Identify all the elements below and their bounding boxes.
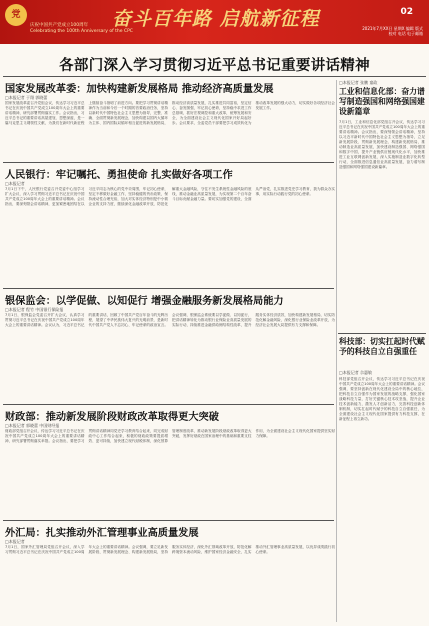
section-rule-1 [3,162,334,163]
article-body-safe: 7月1日，国家外汇管理局党组召开会议，深入学习贯彻习近平总书记在庆祝中国共产党成立100周年大会上的重要讲话精神。会议强调，要立足新发展阶段、贯彻新发展理念、构建新发展格局，坚持服务实体经济，深化外汇领域改革开放，防范化解跨境资本流动风险，维护国家经济金融安全，扎实推动外汇管理事业高质量发展，以优异成绩践行初心使命。 [5,545,335,555]
article-title-mof: 财政部：推动新发展阶段财政改革取得更大突破 [5,412,219,423]
article-byline-mof: □本报记者 郭晓蕾 中国财经报 [5,423,60,428]
side-body-miit: 7月1日，工业和信息化部党组召开会议，传达学习习近平总书记在庆祝中国共产党成立100周年大会上的重要讲话精神。会议指出，要深刻领会讲话精神，坚持以习近平新时代中国特色社会主义思想为指导，立足新发展阶段、贯彻新发展理念、构建新发展格局，推动制造业高质量发展，加快建设制造强国、网络强国和数字中国，提升产业链供应链现代化水平，加快推进工业互联网创新发展，深入实施制造业数字化转型行动，全面推进信息通信业高质量发展，奋力谱写制造强国和网络强国建设新篇章。 [339,120,425,170]
article-byline-pboc: □本报记者 [5,181,25,186]
side-byline-most: □本报记者 佘惠敏 [339,370,373,375]
headline-rule [3,76,426,77]
article-body-pboc: 7月1日下午，人民银行党委召开党委中心组学习扩大会议，深入学习贯彻习近平总书记在庆祝中国共产党成立100周年大会上的重要讲话精神。会议指出，要深刻领会讲话精神，更加紧密地团结在以习近平同志为核心的党中央周围，牢记初心使命，坚定不移做好金融工作，坚持稳健的货币政策，保持流动性合理充裕，加大对实体经济特别是中小微企业的支持力度，继续深化金融改革开放，防范化解重大金融风险，守住不发生系统性金融风险的底线，推动金融业高质量发展，为实现第二个百年奋斗目标贡献金融力量。要切实加强党的建设，全面从严治党，扎实推进党史学习教育，我为群众办实事，用实际行动践行党的初心使命。 [5,187,335,207]
page-banner [0,0,429,44]
article-title-cbirc: 银保监会：以学促做、以知促行 增强金融服务新发展格局能力 [5,296,284,307]
side-byline-miit: □本报记者 张鹏 童政 [339,80,378,85]
article-byline-cbirc: □本报记者 程竹 中国银行保险报 [5,307,64,312]
section-rule-4 [3,520,334,521]
page-headline: 各部门深入学习贯彻习近平总书记重要讲话精神 [59,57,370,74]
side-rule [338,333,426,334]
article-body-mof: 财政部党组召开会议，传达学习习近平总书记在庆祝中国共产党成立100周年大会上的重要讲话精神，研究部署贯彻落实举措。会议指出，要把学习贯彻讲话精神同党史学习教育结合起来，同完成财政中心工作结合起来，积极的财政政策要提质增效、更可持续，加快建立现代财税体制，深化预算管理制度改革，推动新发展阶段财政改革取得更大突破，发挥好财政在国家治理中的基础和重要支柱作用，为全面建设社会主义现代化国家提供坚实财力保障。 [5,429,335,444]
article-body-cbirc: 7月1日，银保监会党委召开扩大会议，认真学习贯彻习近平总书记在庆祝中国共产党成立100周年大会上的重要讲话精神。会议认为，习近平总书记的重要讲话，回顾了中国共产党百年奋斗的光辉历程，展望了中华民族伟大复兴的光明前景，是新时代中国共产党人不忘初心、牢记使命的政治宣言。会议强调，银保监会系统要以学促做、以知促行，把讲话精神转化为推动银行业保险业高质量发展的实际行动，持续推进金融供给侧结构性改革，提升服务实体经济质效，加快构建新发展格局，切实防范化解金融风险，深化银行业保险业改革开放，为经济社会发展大局提供有力支撑和保障。 [5,313,335,328]
article-title-pboc: 人民银行：牢记嘱托、勇担使命 扎实做好各项工作 [5,170,233,181]
page-number: 02 [400,7,413,17]
article-body-ndrc: 国家发展改革委召开党组会议，传达学习习近平总书记在庆祝中国共产党成立100周年大会上的重要讲话精神，研究部署贯彻落实工作。会议指出，习近平总书记的重要讲话高屋建瓴、思想深邃，是一篇马克思主义纲领性文献，为我们在新时代新征程上继续奋斗指明了前进方向。要把学习贯彻讲话精神作为当前和今后一个时期的首要政治任务，坚持以新时代中国特色社会主义思想为指导，完整、准确、全面贯彻新发展理念，加快构建以国内大循环为主体、国内国际双循环相互促进的新发展格局，推动经济高质量发展，扎实推进共同富裕，坚定信心、奋发图强，牢记初心使命，坚持稳中求进工作总基调，抓好宏观调控和重大改革，统筹发展和安全，为全面建设社会主义现代化国家开好局起好步。会议要求，全委党员干部要把学习成效转化为推动改革发展的强大动力，切实做好各项经济社会发展工作。 [5,101,335,126]
column-separator [336,80,337,622]
party-emblem-logo: 党 [5,4,27,26]
side-title-miit: 工业和信息化部：奋力谱写制造强国和网络强国建设新篇章 [339,87,425,116]
banner-left-line1: 庆祝中国共产党成立100周年 [30,23,89,28]
banner-right-info [337,26,423,36]
section-rule-2 [3,288,334,289]
banner-left-line2: Celebrating the 100th Anniversary of the CPC [30,29,133,34]
article-byline-safe: □本报记者 [5,539,25,544]
banner-right-line2: 校对 电话 电子邮箱 [388,31,423,36]
article-title-safe: 外汇局：扎实推动外汇管理事业高质量发展 [5,528,199,539]
side-title-most: 科技部：切实扛起时代赋予的科技自立自强重任 [339,337,425,356]
article-byline-ndrc: □本报记者 于翔 郭晓蕾 [5,95,48,100]
banner-title: 奋斗百年路 启航新征程 [112,8,320,30]
section-rule-3 [3,404,334,405]
banner-right-line1: 2021年7月XX日 星期X 编辑 版式 [362,26,423,31]
article-title-ndrc: 国家发展改革委：加快构建新发展格局 推动经济高质量发展 [5,84,274,95]
side-body-most: 科技部党组召开会议，传达学习习近平总书记在庆祝中国共产党成立100周年大会上的重要讲话精神。会议强调，要坚持创新在现代化建设全局中的核心地位，把科技自立自强作为国家发展的战略支撑，强化国家战略科技力量，打好关键核心技术攻坚战，提升企业技术创新能力，激发人才创新活力，完善科技创新体制机制，切实扛起时代赋予的科技自立自强重任，为全面建设社会主义现代化国家提供有力科技支撑，在新征程上再立新功。 [339,377,425,422]
